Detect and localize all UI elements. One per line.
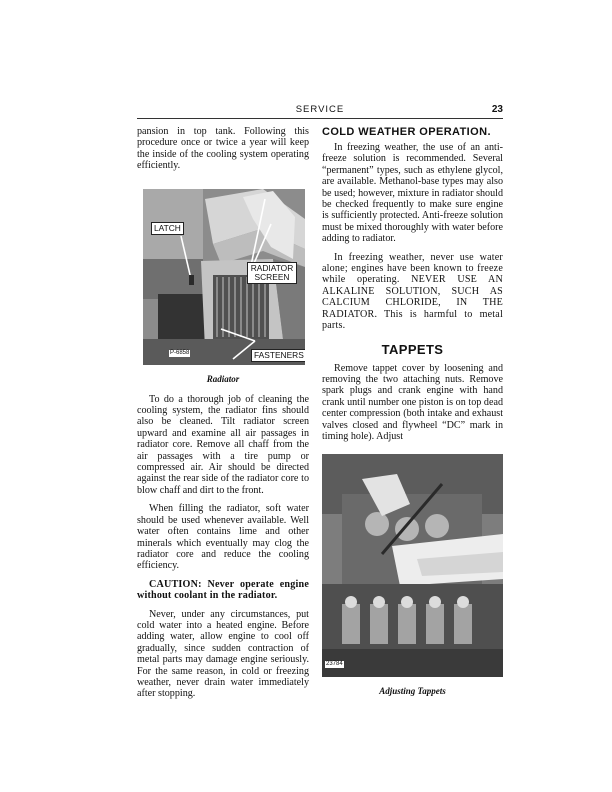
running-head-title: SERVICE <box>295 104 345 115</box>
callout-radiator-screen-line2: SCREEN <box>254 271 290 282</box>
cold-weather-paragraph-1: In freezing weather, the use of an anti-freeze solution is recommended. Several “permanent” types, such as ethylene glycol, are available. Methanol-base types may also be used; however, mixture in radiator should be checked frequently to make sure engine is sufficiently protected. Anti-freeze solution must be mixed thoroughly with water before adding to radiator. <box>322 142 503 245</box>
cold-weather-paragraph-2: In freezing weather, never use water alone; engines have been known to freeze while operating. NEVER USE AN ALKALINE SOLUTION, SUCH AS CALCIUM CHLORIDE, IN THE RADIATOR. This is harmful to metal parts. <box>322 251 503 332</box>
radiator-caption: Radiator <box>206 373 240 384</box>
tappets-photo-illustration <box>322 454 503 677</box>
cold-weather-heading: COLD WEATHER OPERATION. <box>322 126 491 138</box>
callout-latch: LATCH <box>151 222 184 235</box>
page-number: 23 <box>491 104 503 115</box>
tappets-photo <box>322 454 503 677</box>
tappets-figure-number: 23784 <box>326 661 343 668</box>
caution-paragraph: CAUTION: Never operate engine without coolant in the radiator. <box>137 578 309 602</box>
filling-paragraph: When filling the radiator, soft water should be used whenever available. Well water often contains lime and other minerals which eventually may clog the radiator core and reduce the cooling efficiency. <box>137 503 309 572</box>
tappets-caption: Adjusting Tappets <box>379 686 446 697</box>
header-rule <box>137 118 503 119</box>
intro-paragraph: pansion in top tank. Following this procedure once or twice a year will keep the inside of the cooling system operating efficiently. <box>137 126 309 172</box>
radiator-photo <box>143 189 305 365</box>
cleaning-paragraph: To do a thorough job of cleaning the cooling system, the radiator fins should also be cleaned. Tilt radiator screen upward and examine all air passages in radiator core. Remove all chaff from the air passages with a tire pump or compressed air. Air should be directed against the rear side of the radiator core to blow chaff and dirt to the front. <box>137 393 309 496</box>
radiator-figure-number: P-6858 <box>170 349 190 356</box>
cold-water-paragraph: Never, under any circumstances, put cold water into a heated engine. Before adding water, allow engine to cool off gradually, since sudden contraction of metal parts may damage engine seriously. For the same reason, in cold or freezing weather, never drain water immediately after stopping. <box>137 608 309 700</box>
tappets-heading: TAPPETS <box>381 341 444 357</box>
callout-radiator-screen-line1: RADIATOR <box>250 262 294 273</box>
left-column <box>137 126 309 707</box>
callout-radiator-screen <box>247 262 297 284</box>
tappets-paragraph: Remove tappet cover by loosening and removing the two attaching nuts. Remove spark plugs and crank engine with hand crank until number one piston is on top dead center compression (both intake and exhaust valves closed and flywheel “DC” mark in timing hole). Adjust <box>322 362 503 442</box>
right-column <box>322 126 503 706</box>
running-head <box>137 104 503 118</box>
callout-fasteners: FASTENERS <box>251 349 305 362</box>
